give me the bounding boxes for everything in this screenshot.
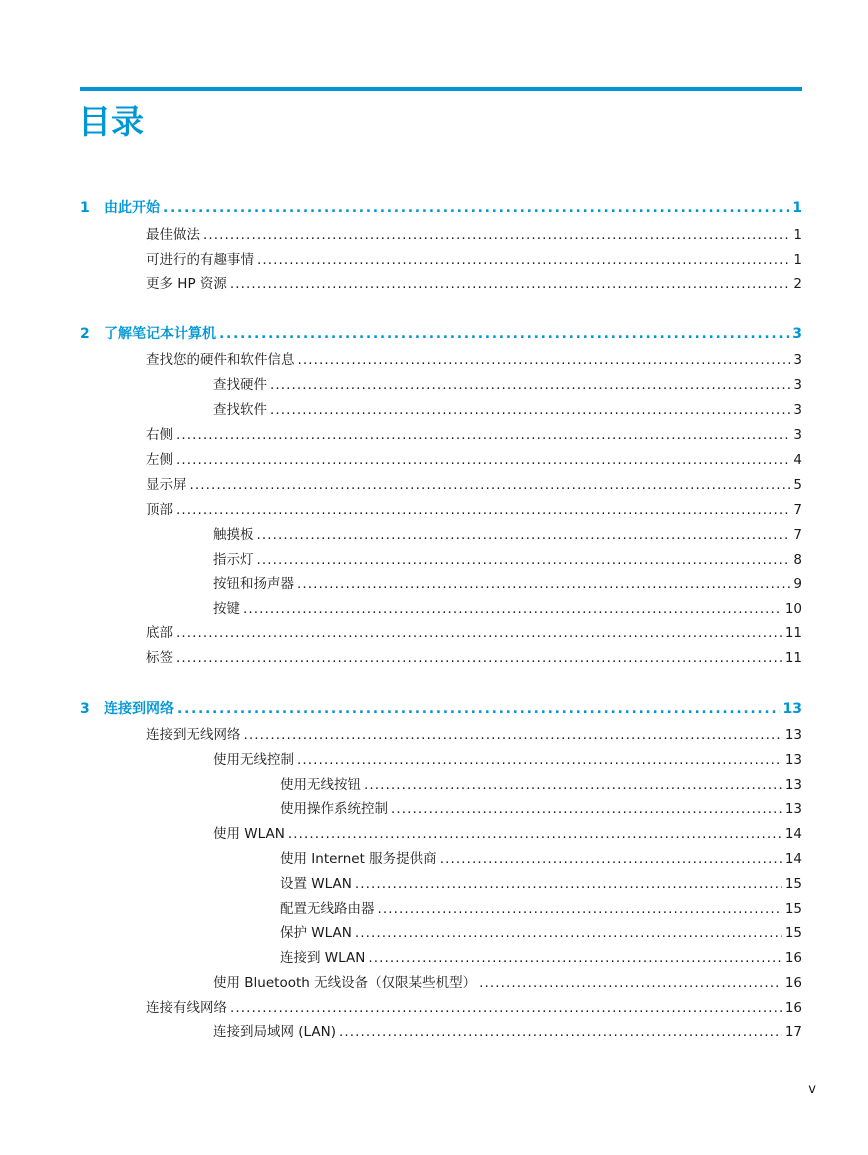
toc-page-number: 4 xyxy=(793,452,802,468)
toc-entry-label: 设置 WLAN xyxy=(280,876,352,892)
toc-chapter-number: 3 xyxy=(80,701,90,717)
toc-entry-label: 连接有线网络 xyxy=(146,1000,227,1016)
toc-entry[interactable] xyxy=(146,997,802,1019)
toc-entry-label: 使用无线按钮 xyxy=(280,777,361,793)
toc-entry[interactable] xyxy=(146,424,802,446)
toc-entry-label: 更多 HP 资源 xyxy=(146,276,227,292)
toc-chapter-entry[interactable] xyxy=(80,323,802,345)
toc-page-number: 7 xyxy=(793,527,802,543)
toc-page-number: 2 xyxy=(793,276,802,292)
toc-dot-leader xyxy=(176,622,782,644)
toc-dot-leader xyxy=(177,698,780,720)
toc-dot-leader xyxy=(355,922,782,944)
toc-dot-leader xyxy=(176,499,790,521)
toc-page-number: 14 xyxy=(784,851,802,867)
toc-page-number: 8 xyxy=(793,552,802,568)
toc-entry[interactable] xyxy=(146,499,802,521)
toc-entry-label: 使用 Internet 服务提供商 xyxy=(280,851,437,867)
toc-dot-leader xyxy=(219,323,789,345)
toc-entry-label: 按键 xyxy=(213,601,240,617)
toc-entry-label: 保护 WLAN xyxy=(280,925,352,941)
toc-entry-label: 由此开始 xyxy=(104,200,160,216)
toc-page-number: 3 xyxy=(792,326,802,342)
toc-page-number: 1 xyxy=(793,252,802,268)
toc-dot-leader xyxy=(257,249,790,271)
toc-entry[interactable] xyxy=(280,798,802,820)
toc-page-number: 13 xyxy=(784,777,802,793)
toc-entry[interactable] xyxy=(213,524,802,546)
toc-entry-label: 使用 Bluetooth 无线设备（仅限某些机型） xyxy=(213,975,477,991)
toc-entry[interactable] xyxy=(146,724,802,746)
toc-dot-leader xyxy=(243,598,782,620)
toc-entry-label: 左侧 xyxy=(146,452,173,468)
toc-dot-leader xyxy=(298,349,791,371)
toc-entry-label: 底部 xyxy=(146,625,173,641)
toc-entry-label: 按钮和扬声器 xyxy=(213,576,294,592)
toc-page-number: 10 xyxy=(784,601,802,617)
toc-entry-label: 使用 WLAN xyxy=(213,826,285,842)
toc-entry[interactable] xyxy=(280,873,802,895)
toc-entry-label: 标签 xyxy=(146,650,173,666)
toc-entry[interactable] xyxy=(280,774,802,796)
toc-entry-label: 可进行的有趣事情 xyxy=(146,252,254,268)
toc-dot-leader xyxy=(190,474,791,496)
toc-dot-leader xyxy=(257,524,791,546)
toc-entry[interactable] xyxy=(280,848,802,870)
toc-entry[interactable] xyxy=(146,622,802,644)
toc-entry-label: 连接到 WLAN xyxy=(280,950,366,966)
toc-page-number: 7 xyxy=(793,502,802,518)
toc-page-number: 15 xyxy=(784,876,802,892)
toc-dot-leader xyxy=(257,549,791,571)
toc-entry-label: 指示灯 xyxy=(213,552,254,568)
toc-entry[interactable] xyxy=(213,598,802,620)
toc-dot-leader xyxy=(368,947,782,969)
toc-chapter-number: 1 xyxy=(80,200,90,216)
toc-dot-leader xyxy=(378,898,782,920)
toc-chapter-entry[interactable] xyxy=(80,698,802,720)
toc-entry[interactable] xyxy=(213,972,802,994)
toc-entry-label: 使用无线控制 xyxy=(213,752,294,768)
toc-page-number: 16 xyxy=(784,950,802,966)
toc-dot-leader xyxy=(176,449,790,471)
toc-entry-label: 最佳做法 xyxy=(146,227,200,243)
toc-entry[interactable] xyxy=(213,1021,802,1043)
toc-page-number: 16 xyxy=(784,975,802,991)
toc-page-number: 11 xyxy=(784,650,802,666)
toc-entry-label: 了解笔记本计算机 xyxy=(104,326,216,342)
toc-dot-leader xyxy=(176,647,782,669)
toc-entry[interactable] xyxy=(146,474,802,496)
toc-page-number: 15 xyxy=(784,901,802,917)
toc-entry-label: 查找硬件 xyxy=(213,377,267,393)
toc-entry[interactable] xyxy=(146,449,802,471)
toc-page-number: 1 xyxy=(792,200,802,216)
toc-dot-leader xyxy=(364,774,782,796)
toc-page-number: 3 xyxy=(793,402,802,418)
toc-page-number: 3 xyxy=(793,427,802,443)
toc-dot-leader xyxy=(355,873,782,895)
toc-page-number: 13 xyxy=(784,727,802,743)
toc-entry[interactable] xyxy=(213,573,802,595)
toc-page-number: 15 xyxy=(784,925,802,941)
toc-page-number: 13 xyxy=(784,752,802,768)
toc-entry[interactable] xyxy=(146,647,802,669)
toc-entry-label: 连接到无线网络 xyxy=(146,727,241,743)
toc-entry-label: 使用操作系统控制 xyxy=(280,801,388,817)
toc-entry[interactable] xyxy=(146,273,802,295)
toc-entry-label: 查找软件 xyxy=(213,402,267,418)
toc-entry[interactable] xyxy=(146,249,802,271)
toc-chapter-entry[interactable] xyxy=(80,197,802,219)
toc-entry[interactable] xyxy=(213,749,802,771)
toc-page-number: 3 xyxy=(793,377,802,393)
toc-entry-label: 显示屏 xyxy=(146,477,187,493)
toc-entry[interactable] xyxy=(213,374,802,396)
toc-entry[interactable] xyxy=(280,947,802,969)
toc-dot-leader xyxy=(391,798,782,820)
toc-entry-label: 触摸板 xyxy=(213,527,254,543)
toc-dot-leader xyxy=(270,374,790,396)
toc-entry-label: 右侧 xyxy=(146,427,173,443)
toc-page-number: 3 xyxy=(793,352,802,368)
toc-page-number: 5 xyxy=(793,477,802,493)
toc-dot-leader xyxy=(297,749,782,771)
toc-entry-label: 查找您的硬件和软件信息 xyxy=(146,352,295,368)
toc-dot-leader xyxy=(297,573,790,595)
toc-entry[interactable] xyxy=(146,224,802,246)
toc-dot-leader xyxy=(479,972,782,994)
toc-dot-leader xyxy=(163,197,789,219)
toc-page-number: 9 xyxy=(793,576,802,592)
toc-dot-leader xyxy=(270,399,790,421)
toc-dot-leader xyxy=(339,1021,782,1043)
toc-page-number: 13 xyxy=(784,801,802,817)
toc-entry-label: 连接到局域网 (LAN) xyxy=(213,1024,336,1040)
page-title: 目录 xyxy=(78,102,144,141)
toc-page-number: 17 xyxy=(784,1024,802,1040)
toc-dot-leader xyxy=(288,823,782,845)
toc-page-number: 13 xyxy=(782,701,802,717)
toc-entry[interactable] xyxy=(213,399,802,421)
toc-page-number: 11 xyxy=(784,625,802,641)
toc-entry[interactable] xyxy=(213,823,802,845)
toc-entry[interactable] xyxy=(146,349,802,371)
toc-dot-leader xyxy=(230,997,782,1019)
toc-page-number: 1 xyxy=(793,227,802,243)
page-number: v xyxy=(808,1082,816,1097)
toc-entry[interactable] xyxy=(280,922,802,944)
toc-entry-label: 配置无线路由器 xyxy=(280,901,375,917)
toc-dot-leader xyxy=(176,424,790,446)
toc-dot-leader xyxy=(440,848,782,870)
toc-entry-label: 顶部 xyxy=(146,502,173,518)
toc-entry[interactable] xyxy=(213,549,802,571)
toc-entry[interactable] xyxy=(280,898,802,920)
toc-dot-leader xyxy=(203,224,790,246)
toc-entry-label: 连接到网络 xyxy=(104,701,174,717)
toc-dot-leader xyxy=(230,273,791,295)
toc-page-number: 16 xyxy=(784,1000,802,1016)
toc-chapter-number: 2 xyxy=(80,326,90,342)
toc-page-number: 14 xyxy=(784,826,802,842)
toc-dot-leader xyxy=(244,724,782,746)
